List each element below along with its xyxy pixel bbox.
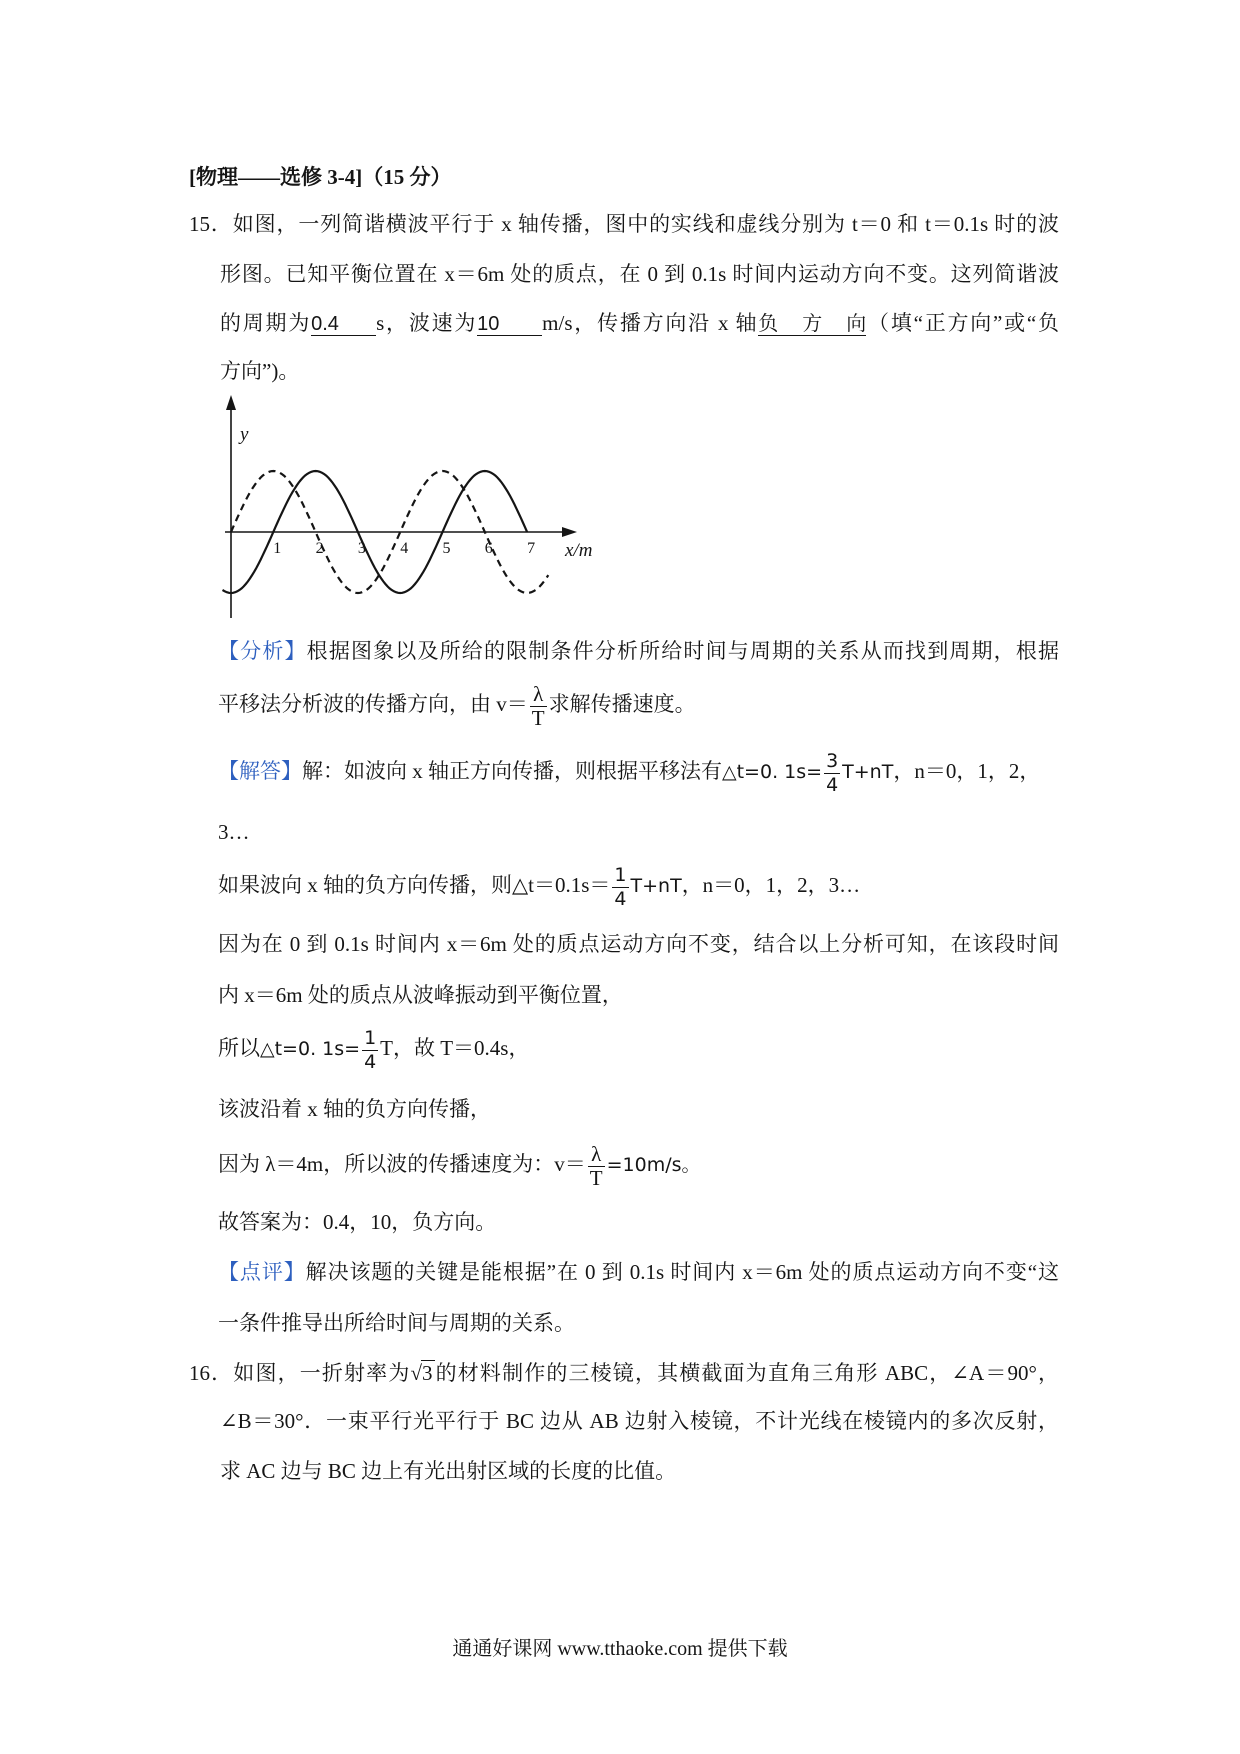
comment-label: 【点评】 [218, 1260, 306, 1284]
x-tick-label: 1 [273, 540, 282, 557]
comment-line-1 [218, 1259, 1059, 1285]
solution-line-1 [218, 743, 1040, 799]
q16-line-3: 求 AC 边与 BC 边上有光出射区域的长度的比值。 [220, 1459, 677, 1483]
y-axis-arrow [226, 395, 236, 410]
fraction-numerator: λ [530, 683, 547, 707]
solution-label: 【解答】 [218, 759, 302, 783]
solution-text: ，故 T＝0.4s， [392, 1036, 530, 1060]
formula: △t=0. 1s= [260, 1038, 361, 1060]
analysis-text: 平移法分析波的传播方向，由 v＝ [218, 692, 528, 716]
solution-text: 解：如波向 x 轴正方向传播，则根据平移法有 [302, 759, 722, 783]
fraction-one-quarter [362, 1027, 378, 1074]
formula: T+nT [630, 875, 682, 897]
q15-line-3 [220, 310, 1059, 336]
q15-text: 如图，一列简谐横波平行于 x 轴传播，图中的实线和虚线分别为 t＝0 和 t＝0.1s 时的波 [232, 212, 1059, 236]
q15-line-1 [189, 211, 1059, 237]
solution-line-2: 3… [218, 820, 250, 844]
fraction-denominator: 4 [614, 887, 627, 910]
q15-text: （填“正方向”或“负 [866, 311, 1060, 335]
fraction-lambda-over-t [588, 1143, 605, 1190]
radicand: 3 [422, 1361, 433, 1385]
solution-text: ，n＝0，1，2， [893, 759, 1041, 783]
formula: T+nT [842, 761, 894, 783]
q15-line-4: 方向”)。 [220, 359, 300, 383]
fraction-denominator: T [589, 1165, 603, 1190]
q15-text: s，波速为 [376, 311, 478, 335]
fraction-one-quarter [612, 864, 628, 911]
solution-text: 所以 [218, 1036, 260, 1060]
q16-text: 如图，一折射率为 [233, 1361, 411, 1385]
x-tick-label: 5 [442, 540, 451, 557]
y-axis-label: y [240, 424, 249, 445]
solution-line-3 [218, 857, 860, 913]
fraction-denominator: 4 [364, 1050, 377, 1073]
q16-line-2: ∠B＝30°．一束平行光平行于 BC 边从 AB 边射入棱镜，不计光线在棱镜内的多次反射， [220, 1409, 1059, 1433]
q16-text: 的材料制作的三棱镜，其横截面为直角三角形 ABC，∠A＝90°， [434, 1361, 1060, 1385]
x-tick-label: 7 [527, 540, 536, 557]
fraction-denominator: 4 [826, 773, 839, 796]
q15-text: m/s，传播方向沿 x 轴 [542, 311, 759, 335]
solution-text: ，n＝0，1，2，3… [681, 873, 861, 897]
solution-line-4: 因为在 0 到 0.1s 时间内 x＝6m 处的质点运动方向不变，结合以上分析可知，在该段时间 [218, 932, 1059, 956]
question-number: 15． [189, 212, 233, 236]
x-axis-label: x/m [565, 540, 593, 561]
formula: △t=0. 1s= [722, 761, 823, 783]
solution-text: 如果波向 x 轴的负方向传播，则△t＝0.1s＝ [218, 873, 611, 897]
page-footer: 通通好课网 www.tthaoke.com 提供下载 [452, 1638, 788, 1660]
answer-blank-speed: 10 [477, 313, 542, 336]
x-tick-label: 6 [484, 540, 493, 557]
fraction-numerator: 1 [364, 1026, 377, 1049]
fraction-numerator: λ [588, 1143, 605, 1167]
fraction-numerator: 1 [614, 863, 627, 886]
analysis-text: 根据图象以及所给的限制条件分析所给时间与周期的关系从而找到周期，根据 [306, 639, 1060, 663]
square-root [410, 1360, 434, 1386]
solution-line-6 [218, 1020, 529, 1076]
x-axis-arrow [562, 527, 577, 537]
solution-line-9: 故答案为：0.4，10，负方向。 [218, 1210, 497, 1234]
analysis-label: 【分析】 [218, 639, 307, 663]
radical-sign: √ [410, 1361, 422, 1385]
comment-line-2: 一条件推导出所给时间与周期的关系。 [218, 1311, 575, 1335]
wave-graph [205, 390, 625, 630]
q15-text: 的周期为 [220, 311, 312, 335]
solution-line-5: 内 x＝6m 处的质点从波峰振动到平衡位置， [218, 983, 623, 1007]
formula: T [380, 1036, 393, 1060]
fraction-denominator: T [531, 705, 545, 730]
solution-text: 因为 λ＝4m，所以波的传播速度为：v＝ [218, 1152, 586, 1176]
formula: =10m/s。 [606, 1154, 701, 1176]
x-tick-label: 2 [315, 540, 324, 557]
x-tick-label: 4 [400, 540, 409, 557]
section-header: [物理——选修 3-4]（15 分） [189, 165, 452, 189]
answer-blank-direction: 负方向 [758, 313, 867, 335]
solution-line-8 [218, 1136, 701, 1192]
x-tick-label: 3 [357, 540, 366, 557]
q15-line-2: 形图。已知平衡位置在 x＝6m 处的质点，在 0 到 0.1s 时间内运动方向不变。这列简谐波 [220, 262, 1059, 286]
analysis-text: 求解传播速度。 [548, 692, 696, 716]
fraction-three-quarters [824, 750, 840, 797]
fraction-lambda-over-t [530, 683, 547, 730]
comment-text: 解决该题的关键是能根据”在 0 到 0.1s 时间内 x＝6m 处的质点运动方向不变“这 [305, 1260, 1060, 1284]
analysis-line-2 [218, 676, 696, 732]
question-number: 16． [189, 1361, 234, 1385]
q16-line-1 [189, 1360, 1059, 1386]
solution-line-7: 该波沿着 x 轴的负方向传播， [218, 1097, 491, 1121]
analysis-line-1 [218, 638, 1059, 664]
answer-blank-period: 0.4 [311, 313, 376, 336]
fraction-numerator: 3 [826, 749, 839, 772]
